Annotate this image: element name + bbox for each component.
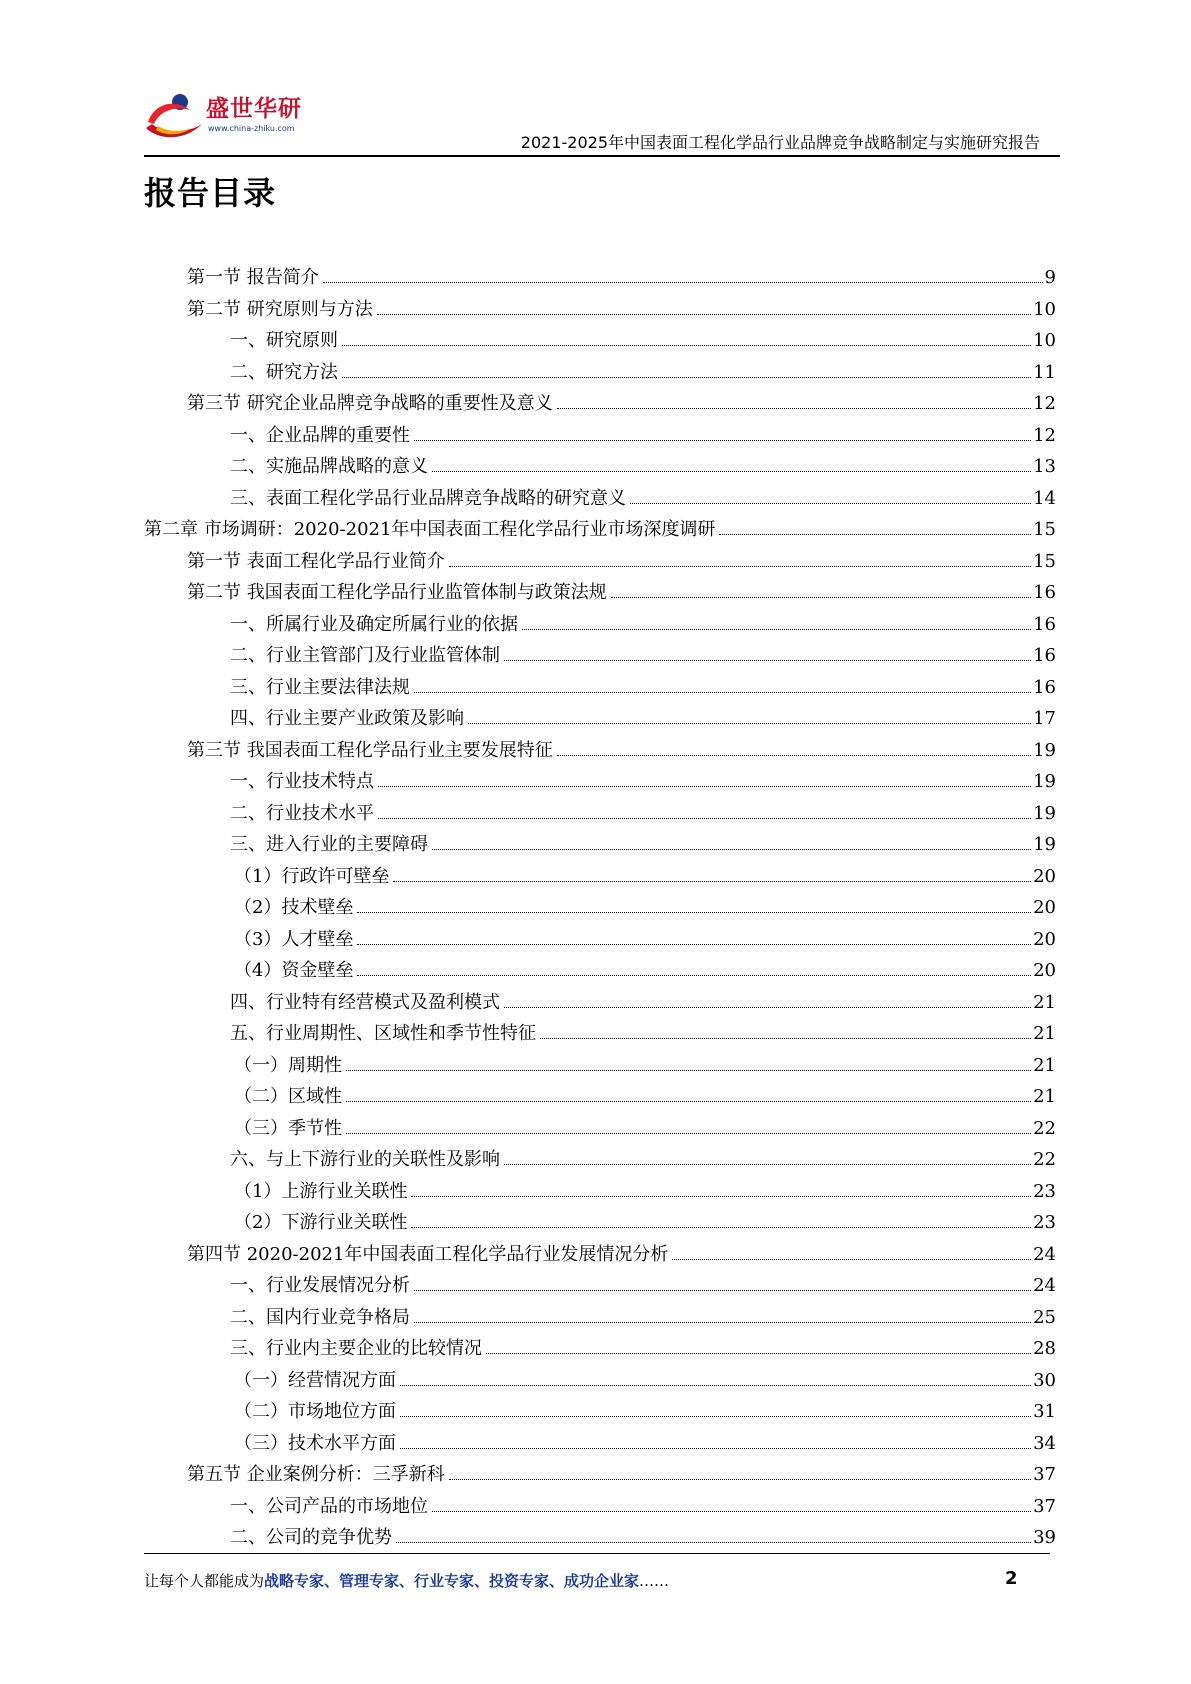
- toc-entry-title: 第三节 研究企业品牌竞争战略的重要性及意义: [187, 393, 553, 414]
- toc-entry-title: 三、行业主要法律法规: [230, 676, 410, 698]
- toc-entry[interactable]: [144, 1050, 1056, 1082]
- header-divider: [144, 155, 1060, 157]
- toc-entry-page: 17: [1033, 708, 1056, 729]
- toc-entry-page: 21: [1033, 1086, 1056, 1107]
- toc-entry-page: 19: [1033, 739, 1056, 761]
- toc-entry[interactable]: [144, 1459, 1056, 1491]
- toc-entry-page: 23: [1033, 1212, 1056, 1233]
- toc-entry[interactable]: [144, 1270, 1056, 1302]
- toc-entry-page: 15: [1033, 550, 1056, 572]
- page-header: [144, 80, 1060, 160]
- toc-dot-leader: [504, 660, 1031, 661]
- toc-dot-leader: [377, 314, 1031, 315]
- toc-entry-page: 22: [1033, 1149, 1056, 1170]
- toc-entry-title: （2）下游行业关联性: [234, 1212, 408, 1233]
- toc-entry-page: 19: [1033, 802, 1056, 824]
- toc-dot-leader: [557, 755, 1031, 756]
- toc-entry-page: 21: [1033, 1023, 1056, 1044]
- toc-entry-page: 13: [1033, 456, 1056, 477]
- toc-entry[interactable]: [144, 577, 1056, 609]
- toc-entry[interactable]: [144, 735, 1056, 767]
- toc-entry-title: 一、公司产品的市场地位: [230, 1495, 428, 1517]
- toc-entry-page: 12: [1033, 393, 1056, 414]
- toc-entry-page: 24: [1033, 1275, 1056, 1296]
- toc-entry-title: 二、实施品牌战略的意义: [230, 456, 428, 477]
- toc-dot-leader: [432, 1511, 1031, 1512]
- toc-dot-leader: [468, 723, 1031, 724]
- toc-entry[interactable]: [144, 1428, 1056, 1460]
- toc-entry-page: 19: [1033, 771, 1056, 792]
- toc-entry[interactable]: [144, 1176, 1056, 1208]
- toc-dot-leader: [357, 912, 1031, 913]
- toc-dot-leader: [357, 944, 1031, 945]
- toc-dot-leader: [378, 786, 1031, 787]
- toc-entry[interactable]: [144, 294, 1056, 326]
- toc-entry-page: 20: [1033, 897, 1056, 918]
- toc-dot-leader: [346, 1133, 1031, 1134]
- toc-entry-title: 第一节 报告简介: [187, 267, 319, 288]
- toc-entry-title: 第二节 我国表面工程化学品行业监管体制与政策法规: [187, 582, 607, 603]
- toc-entry[interactable]: [144, 546, 1056, 578]
- toc-dot-leader: [396, 1542, 1031, 1543]
- toc-entry[interactable]: [144, 514, 1056, 546]
- toc-entry[interactable]: [144, 1333, 1056, 1365]
- toc-dot-leader: [414, 440, 1031, 441]
- toc-entry[interactable]: [144, 1207, 1056, 1239]
- toc-entry-page: 23: [1033, 1180, 1056, 1202]
- logo-text: 盛世华研: [206, 96, 302, 122]
- toc-dot-leader: [411, 1227, 1031, 1228]
- toc-entry-title: （三）季节性: [234, 1117, 342, 1139]
- toc-entry-title: 一、行业发展情况分析: [230, 1275, 410, 1296]
- page-number: 2: [1005, 1568, 1018, 1589]
- toc-dot-leader: [414, 1290, 1031, 1291]
- toc-entry[interactable]: [144, 1302, 1056, 1334]
- toc-entry-title: 二、行业技术水平: [230, 802, 374, 824]
- toc-entry[interactable]: [144, 357, 1056, 389]
- toc-entry-page: 9: [1044, 267, 1056, 288]
- toc-entry-page: 19: [1033, 834, 1056, 855]
- toc-entry-title: （2）技术壁垒: [234, 897, 354, 918]
- toc-dot-leader: [504, 1007, 1031, 1008]
- toc-dot-leader: [400, 1385, 1031, 1386]
- toc-entry-page: 20: [1033, 928, 1056, 950]
- toc-dot-leader: [522, 629, 1031, 630]
- toc-entry[interactable]: [144, 861, 1056, 893]
- toc-entry-title: 三、进入行业的主要障碍: [230, 834, 428, 855]
- toc-entry-title: （一）经营情况方面: [234, 1369, 396, 1391]
- toc-entry-page: 10: [1033, 330, 1056, 351]
- logo-url: www.china-zhiku.com: [208, 124, 295, 133]
- page-title: 报告目录: [144, 174, 277, 212]
- toc-entry[interactable]: [144, 798, 1056, 830]
- toc-entry-title: 第二节 研究原则与方法: [187, 298, 373, 320]
- toc-entry-page: 20: [1033, 960, 1056, 981]
- toc-entry-page: 39: [1033, 1527, 1056, 1548]
- toc-entry-page: 12: [1033, 424, 1056, 446]
- toc-entry-page: 34: [1033, 1432, 1056, 1454]
- toc-entry-title: （1）上游行业关联性: [234, 1180, 408, 1202]
- toc-entry-title: 二、研究方法: [230, 361, 338, 383]
- toc-entry-title: （3）人才壁垒: [234, 928, 354, 950]
- toc-entry[interactable]: [144, 829, 1056, 861]
- toc-dot-leader: [378, 818, 1031, 819]
- toc-dot-leader: [432, 471, 1031, 472]
- toc-entry[interactable]: [144, 1522, 1056, 1554]
- toc-entry-title: 一、企业品牌的重要性: [230, 424, 410, 446]
- toc-entry-page: 31: [1033, 1401, 1056, 1422]
- toc-entry[interactable]: [144, 1365, 1056, 1397]
- toc-entry-page: 16: [1033, 613, 1056, 635]
- toc-entry-title: 五、行业周期性、区域性和季节性特征: [230, 1023, 536, 1044]
- toc-dot-leader: [342, 345, 1031, 346]
- toc-dot-leader: [411, 1196, 1031, 1197]
- toc-dot-leader: [449, 1479, 1031, 1480]
- toc-entry-title: 四、行业特有经营模式及盈利模式: [230, 991, 500, 1013]
- toc-dot-leader: [672, 1259, 1031, 1260]
- report-title: 2021-2025年中国表面工程化学品行业品牌竞争战略制定与实施研究报告: [520, 133, 1040, 152]
- toc-entry[interactable]: [144, 451, 1056, 483]
- toc-entry[interactable]: [144, 1396, 1056, 1428]
- toc-entry-page: 16: [1033, 645, 1056, 666]
- toc-entry[interactable]: [144, 1239, 1056, 1271]
- logo-swirl-icon: [144, 84, 208, 144]
- toc-entry-title: 二、公司的竞争优势: [230, 1527, 392, 1548]
- toc-entry[interactable]: [144, 955, 1056, 987]
- toc-dot-leader: [486, 1353, 1031, 1354]
- toc-entry[interactable]: [144, 1113, 1056, 1145]
- toc-entry-page: 37: [1033, 1464, 1056, 1485]
- toc-entry-title: 三、表面工程化学品行业品牌竞争战略的研究意义: [230, 487, 626, 509]
- toc-entry-title: 四、行业主要产业政策及影响: [230, 708, 464, 729]
- toc-entry[interactable]: [144, 640, 1056, 672]
- footer-slogan-highlight: 战略专家、管理专家、行业专家、投资专家、成功企业家: [264, 1572, 640, 1590]
- toc-entry[interactable]: [144, 1018, 1056, 1050]
- toc-entry-title: 第三节 我国表面工程化学品行业主要发展特征: [187, 739, 553, 761]
- toc-entry-page: 30: [1033, 1369, 1056, 1391]
- footer-slogan-prefix: 让每个人都能成为: [144, 1572, 265, 1590]
- toc-dot-leader: [504, 1164, 1031, 1165]
- toc-entry-page: 16: [1033, 676, 1056, 698]
- toc-entry-title: 六、与上下游行业的关联性及影响: [230, 1149, 500, 1170]
- toc-entry-page: 15: [1033, 519, 1056, 540]
- toc-entry-page: 21: [1033, 991, 1056, 1013]
- toc-entry[interactable]: [144, 766, 1056, 798]
- toc-entry-page: 25: [1033, 1306, 1056, 1328]
- toc-entry-page: 28: [1033, 1338, 1056, 1359]
- toc-entry-title: 第二章 市场调研：2020-2021年中国表面工程化学品行业市场深度调研: [144, 519, 716, 540]
- toc-entry[interactable]: [144, 1491, 1056, 1523]
- toc-entry-title: 一、研究原则: [230, 330, 338, 351]
- toc-dot-leader: [346, 1101, 1031, 1102]
- toc-entry[interactable]: [144, 420, 1056, 452]
- toc-dot-leader: [719, 534, 1031, 535]
- toc-entry[interactable]: [144, 892, 1056, 924]
- toc-entry[interactable]: [144, 325, 1056, 357]
- toc-dot-leader: [611, 597, 1031, 598]
- toc-entry[interactable]: [144, 262, 1056, 294]
- toc-entry-title: 三、行业内主要企业的比较情况: [230, 1338, 482, 1359]
- toc-dot-leader: [400, 1448, 1031, 1449]
- toc-entry[interactable]: [144, 388, 1056, 420]
- toc-entry-page: 20: [1033, 865, 1056, 887]
- toc-entry-page: 14: [1033, 487, 1056, 509]
- toc-entry[interactable]: [144, 987, 1056, 1019]
- toc-entry-page: 11: [1033, 361, 1056, 383]
- toc-dot-leader: [414, 692, 1031, 693]
- toc-entry-page: 16: [1033, 582, 1056, 603]
- toc-dot-leader: [557, 408, 1031, 409]
- toc-entry-page: 10: [1033, 298, 1056, 320]
- toc-entry-title: （二）区域性: [234, 1086, 342, 1107]
- toc-entry-title: 一、行业技术特点: [230, 771, 374, 792]
- table-of-contents: [144, 262, 1056, 1554]
- toc-entry-title: （一）周期性: [234, 1054, 342, 1076]
- toc-entry-title: （1）行政许可壁垒: [234, 865, 390, 887]
- toc-dot-leader: [630, 503, 1031, 504]
- footer-slogan-suffix: ……: [639, 1572, 670, 1590]
- toc-entry-title: 二、国内行业竞争格局: [230, 1306, 410, 1328]
- toc-entry-page: 22: [1033, 1117, 1056, 1139]
- toc-entry[interactable]: [144, 483, 1056, 515]
- toc-dot-leader: [540, 1038, 1031, 1039]
- toc-entry-title: 一、所属行业及确定所属行业的依据: [230, 613, 518, 635]
- toc-entry-title: 第一节 表面工程化学品行业简介: [187, 550, 445, 572]
- toc-dot-leader: [432, 849, 1031, 850]
- toc-dot-leader: [323, 282, 1043, 283]
- toc-entry[interactable]: [144, 703, 1056, 735]
- toc-dot-leader: [342, 377, 1031, 378]
- toc-entry[interactable]: [144, 1144, 1056, 1176]
- footer-divider: [144, 1553, 1050, 1554]
- toc-entry-title: （4）资金壁垒: [234, 960, 354, 981]
- toc-dot-leader: [449, 566, 1031, 567]
- toc-entry[interactable]: [144, 609, 1056, 641]
- toc-entry-title: 第四节 2020-2021年中国表面工程化学品行业发展情况分析: [187, 1243, 669, 1265]
- toc-entry-title: 第五节 企业案例分析：三孚新科: [187, 1464, 445, 1485]
- toc-entry-title: （三）技术水平方面: [234, 1432, 396, 1454]
- company-logo: [144, 84, 314, 144]
- toc-dot-leader: [400, 1416, 1031, 1417]
- toc-dot-leader: [414, 1322, 1031, 1323]
- toc-entry-page: 21: [1033, 1054, 1056, 1076]
- toc-dot-leader: [393, 881, 1031, 882]
- toc-dot-leader: [346, 1070, 1031, 1071]
- toc-entry[interactable]: [144, 672, 1056, 704]
- toc-entry-title: （二）市场地位方面: [234, 1401, 396, 1422]
- toc-entry-page: 37: [1033, 1495, 1056, 1517]
- toc-dot-leader: [357, 975, 1031, 976]
- toc-entry-page: 24: [1033, 1243, 1056, 1265]
- footer-slogan: [144, 1570, 669, 1591]
- toc-entry[interactable]: [144, 1081, 1056, 1113]
- toc-entry-title: 二、行业主管部门及行业监管体制: [230, 645, 500, 666]
- toc-entry[interactable]: [144, 924, 1056, 956]
